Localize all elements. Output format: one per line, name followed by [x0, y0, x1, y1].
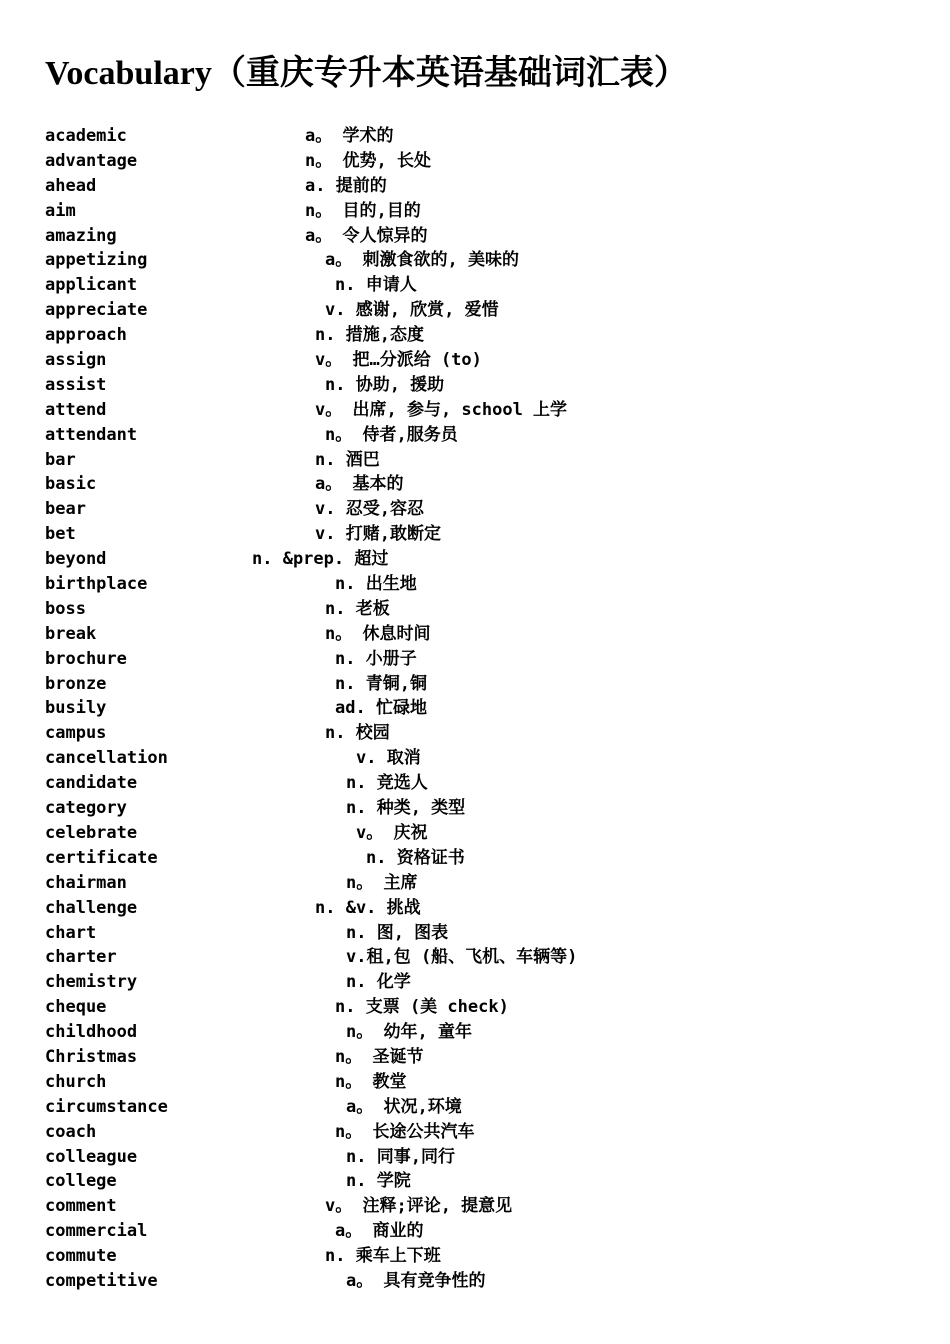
vocab-word: amazing: [45, 225, 117, 246]
vocab-entry: [45, 1120, 905, 1145]
vocab-word: church: [45, 1071, 107, 1092]
vocab-definition: n。 圣诞节: [335, 1046, 424, 1067]
vocab-definition: n. 协助, 援助: [325, 374, 445, 395]
vocab-definition: n. 种类, 类型: [346, 798, 466, 819]
vocab-word: appetizing: [45, 250, 148, 271]
vocab-entry: [45, 696, 905, 721]
vocab-definition: a. 提前的: [305, 175, 387, 196]
vocab-definition: n. 措施,态度: [315, 325, 424, 346]
vocab-entry: [45, 348, 905, 373]
vocab-entry: [45, 1045, 905, 1070]
vocab-word: bronze: [45, 673, 107, 694]
vocab-definition: v.租,包 (船、飞机、车辆等): [346, 947, 578, 968]
vocab-word: commercial: [45, 1221, 148, 1242]
vocab-definition: n. 乘车上下班: [325, 1246, 441, 1267]
vocab-entry: [45, 821, 905, 846]
vocab-entry: [45, 398, 905, 423]
vocab-word: bar: [45, 449, 76, 470]
vocab-definition: a。 具有竞争性的: [346, 1270, 486, 1291]
vocab-word: challenge: [45, 897, 138, 918]
vocab-word: cheque: [45, 997, 107, 1018]
vocab-entry: [45, 622, 905, 647]
vocab-word: circumstance: [45, 1096, 168, 1117]
vocab-entry: [45, 174, 905, 199]
vocab-word: advantage: [45, 150, 138, 171]
vocab-word: chemistry: [45, 972, 138, 993]
vocab-word: boss: [45, 598, 86, 619]
vocab-word: cancellation: [45, 748, 168, 769]
vocab-word: charter: [45, 947, 117, 968]
vocab-word: assign: [45, 350, 107, 371]
vocab-definition: a。 学术的: [305, 126, 394, 146]
vocab-entry: [45, 896, 905, 921]
vocab-entry: [45, 224, 905, 249]
vocab-definition: v. 忍受,容忍: [315, 499, 424, 520]
vocab-word: break: [45, 623, 97, 644]
vocab-definition: n。 教堂: [335, 1071, 407, 1092]
vocab-entry: [45, 672, 905, 697]
vocab-definition: n. 酒巴: [315, 449, 380, 470]
vocab-definition: a。 刺激食欲的, 美味的: [325, 250, 519, 271]
vocab-entry: [45, 846, 905, 871]
vocab-definition: n. 竞选人: [346, 773, 428, 794]
vocab-word: certificate: [45, 847, 158, 868]
vocab-definition: a。 状况,环境: [346, 1096, 462, 1117]
vocab-word: commute: [45, 1246, 117, 1267]
vocab-word: brochure: [45, 648, 127, 669]
vocab-word: coach: [45, 1121, 97, 1142]
vocab-entry: [45, 323, 905, 348]
vocab-definition: n. 同事,同行: [346, 1146, 455, 1167]
vocab-definition: n. 支票 (美 check): [335, 997, 509, 1018]
vocab-word: colleague: [45, 1146, 138, 1167]
vocab-entry: [45, 248, 905, 273]
vocab-entry: [45, 1095, 905, 1120]
vocab-word: bet: [45, 524, 76, 545]
page-title: Vocabulary（重庆专升本英语基础词汇表）: [45, 55, 688, 92]
vocab-entry: [45, 373, 905, 398]
vocab-word: basic: [45, 474, 97, 495]
vocab-definition: v。 注释;评论, 提意见: [325, 1196, 513, 1217]
vocab-definition: ad. 忙碌地: [335, 698, 427, 719]
vocab-definition: n. 图, 图表: [346, 922, 449, 943]
vocab-entry: [45, 423, 905, 448]
vocab-entry: [45, 497, 905, 522]
vocab-entry: [45, 945, 905, 970]
vocab-definition: v. 取消: [356, 748, 421, 769]
vocab-entry: [45, 1070, 905, 1095]
vocab-word: busily: [45, 698, 107, 719]
vocab-definition: n. 小册子: [335, 648, 417, 669]
vocab-definition: n。 优势, 长处: [305, 150, 431, 171]
vocab-entry: [45, 298, 905, 323]
vocab-entry: [45, 547, 905, 572]
vocab-entry: [45, 970, 905, 995]
vocab-definition: v。 出席, 参与, school 上学: [315, 399, 568, 420]
vocab-entry: [45, 1219, 905, 1244]
vocab-entry: [45, 647, 905, 672]
vocab-entry: [45, 572, 905, 597]
vocab-word: approach: [45, 325, 127, 346]
vocab-word: applicant: [45, 275, 138, 296]
vocab-entry: [45, 796, 905, 821]
vocab-word: celebrate: [45, 822, 138, 843]
vocab-entry: [45, 1244, 905, 1269]
vocab-definition: a。 商业的: [335, 1221, 424, 1242]
vocab-word: ahead: [45, 175, 97, 196]
vocab-word: birthplace: [45, 574, 148, 595]
vocab-definition: n. 学院: [346, 1171, 411, 1192]
vocab-word: comment: [45, 1196, 117, 1217]
vocab-word: Christmas: [45, 1046, 138, 1067]
vocab-word: competitive: [45, 1270, 158, 1291]
vocab-entry: [45, 1145, 905, 1170]
vocab-definition: n. 化学: [346, 972, 411, 993]
vocab-entry: [45, 921, 905, 946]
vocab-entry: [45, 522, 905, 547]
vocab-definition: a。 基本的: [315, 474, 404, 495]
vocab-entry: [45, 1194, 905, 1219]
vocab-definition: a。 令人惊异的: [305, 225, 428, 246]
vocab-definition: n. 老板: [325, 598, 390, 619]
vocab-word: chart: [45, 922, 97, 943]
vocab-definition: n. 出生地: [335, 574, 417, 595]
vocab-definition: n。 休息时间: [325, 623, 431, 644]
vocab-entry: [45, 149, 905, 174]
vocab-definition: n. 申请人: [335, 275, 417, 296]
vocab-word: campus: [45, 723, 107, 744]
vocab-definition: n。 长途公共汽车: [335, 1121, 475, 1142]
vocab-definition: n. &v. 挑战: [315, 897, 421, 918]
vocab-definition: v。 庆祝: [356, 822, 428, 843]
vocab-definition: n. &prep. 超过: [252, 549, 389, 570]
vocab-entry: [45, 597, 905, 622]
vocab-entry: [45, 1169, 905, 1194]
vocab-definition: v. 感谢, 欣赏, 爱惜: [325, 300, 499, 321]
vocab-definition: n。 幼年, 童年: [346, 1022, 472, 1043]
vocab-entry: [45, 995, 905, 1020]
vocab-entry: [45, 273, 905, 298]
vocab-word: aim: [45, 200, 76, 221]
vocab-definition: n. 校园: [325, 723, 390, 744]
vocab-entry: [45, 199, 905, 224]
vocab-word: candidate: [45, 773, 138, 794]
vocab-word: chairman: [45, 872, 127, 893]
vocab-definition: n。 主席: [346, 872, 418, 893]
vocab-entry: [45, 1020, 905, 1045]
vocab-entry: [45, 472, 905, 497]
vocab-definition: n。 目的,目的: [305, 200, 421, 221]
vocab-word: beyond: [45, 549, 107, 570]
vocab-entry: [45, 124, 905, 149]
vocab-definition: n。 侍者,服务员: [325, 424, 458, 445]
vocab-word: category: [45, 798, 127, 819]
vocab-word: appreciate: [45, 300, 148, 321]
vocab-word: attendant: [45, 424, 138, 445]
vocab-word: academic: [45, 126, 127, 146]
vocab-entry: [45, 1269, 905, 1294]
vocab-definition: n. 资格证书: [366, 847, 465, 868]
vocabulary-list: [45, 124, 905, 1294]
vocab-word: college: [45, 1171, 117, 1192]
vocab-entry: [45, 746, 905, 771]
vocab-definition: n. 青铜,铜: [335, 673, 427, 694]
vocab-entry: [45, 771, 905, 796]
vocab-definition: v。 把…分派给 (to): [315, 350, 482, 371]
vocab-entry: [45, 721, 905, 746]
vocab-entry: [45, 871, 905, 896]
vocab-word: assist: [45, 374, 107, 395]
vocab-entry: [45, 448, 905, 473]
vocab-definition: v. 打赌,敢断定: [315, 524, 441, 545]
vocab-word: childhood: [45, 1022, 138, 1043]
vocab-word: attend: [45, 399, 107, 420]
vocab-word: bear: [45, 499, 86, 520]
